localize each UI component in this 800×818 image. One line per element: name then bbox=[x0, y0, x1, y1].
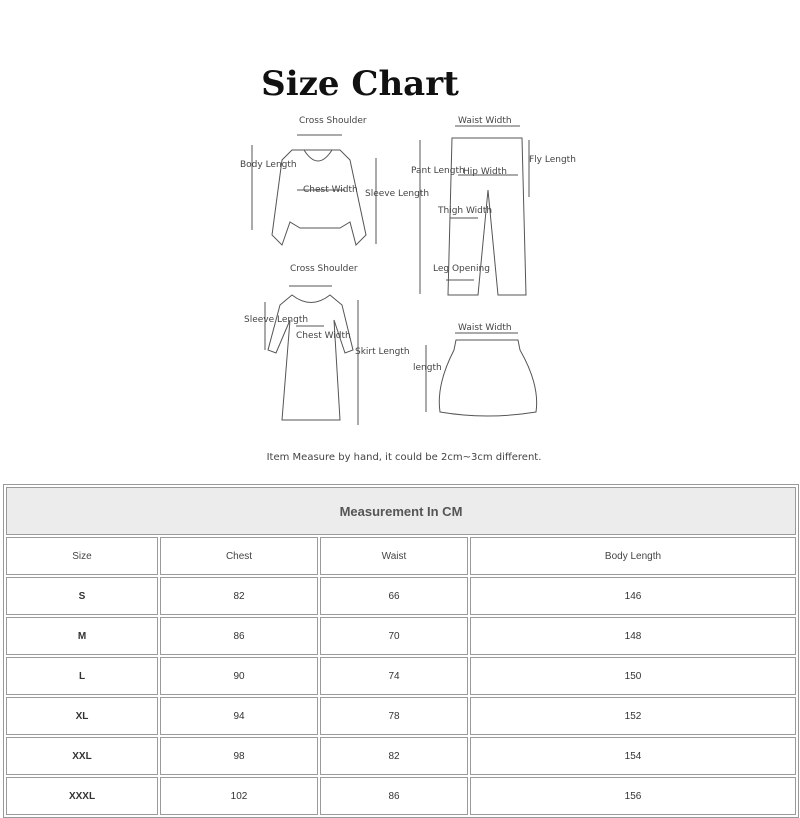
label-dress-chest-width: Chest Width bbox=[296, 331, 351, 341]
waist-cell: 82 bbox=[320, 737, 468, 775]
label-pants-thigh-width: Thigh Width bbox=[438, 206, 493, 216]
measurement-note: Item Measure by hand, it could be 2cm~3cm different. bbox=[266, 452, 542, 463]
table-row bbox=[6, 697, 796, 735]
chest-cell: 102 bbox=[160, 777, 318, 815]
header-size: Size bbox=[6, 537, 158, 575]
table-header-row bbox=[6, 537, 796, 575]
label-pants-fly-length: Fly Length bbox=[529, 155, 576, 165]
chest-cell: 86 bbox=[160, 617, 318, 655]
size-cell: XXXL bbox=[6, 777, 158, 815]
label-top-body-length: Body Length bbox=[240, 160, 297, 170]
label-skirt-waist-width: Waist Width bbox=[458, 323, 512, 333]
size-cell: S bbox=[6, 577, 158, 615]
size-cell: XXL bbox=[6, 737, 158, 775]
page-title: Size Chart bbox=[261, 64, 459, 104]
waist-cell: 66 bbox=[320, 577, 468, 615]
chest-cell: 82 bbox=[160, 577, 318, 615]
waist-cell: 74 bbox=[320, 657, 468, 695]
label-pants-hip-width: Hip Width bbox=[463, 167, 507, 177]
label-top-chest-width: Chest Width bbox=[303, 185, 358, 195]
label-dress-skirt-length: Skirt Length bbox=[355, 347, 410, 357]
table-row bbox=[6, 777, 796, 815]
header-body-length: Body Length bbox=[470, 537, 796, 575]
size-table bbox=[3, 484, 799, 818]
header-chest: Chest bbox=[160, 537, 318, 575]
label-dress-cross-shoulder: Cross Shoulder bbox=[290, 264, 358, 274]
waist-cell: 78 bbox=[320, 697, 468, 735]
size-cell: L bbox=[6, 657, 158, 695]
body-length-cell: 150 bbox=[470, 657, 796, 695]
label-dress-sleeve-length: Sleeve Length bbox=[244, 315, 309, 325]
chest-cell: 90 bbox=[160, 657, 318, 695]
skirt-outline bbox=[439, 340, 536, 416]
label-pants-leg-opening: Leg Opening bbox=[433, 264, 490, 274]
chest-cell: 98 bbox=[160, 737, 318, 775]
waist-cell: 86 bbox=[320, 777, 468, 815]
label-skirt-length: length bbox=[413, 363, 442, 373]
size-cell: M bbox=[6, 617, 158, 655]
table-row bbox=[6, 657, 796, 695]
waist-cell: 70 bbox=[320, 617, 468, 655]
chest-cell: 94 bbox=[160, 697, 318, 735]
label-pants-pant-length: Pant Length bbox=[411, 166, 465, 176]
body-length-cell: 148 bbox=[470, 617, 796, 655]
table-row bbox=[6, 577, 796, 615]
label-pants-waist-width: Waist Width bbox=[458, 116, 512, 126]
label-top-sleeve-length: Sleeve Length bbox=[365, 189, 430, 199]
label-top-cross-shoulder: Cross Shoulder bbox=[299, 116, 367, 126]
table-row bbox=[6, 737, 796, 775]
dress-outline bbox=[268, 295, 353, 420]
size-table-wrapper bbox=[3, 484, 799, 818]
header-waist: Waist bbox=[320, 537, 468, 575]
table-caption: Measurement In CM bbox=[6, 487, 796, 535]
body-length-cell: 156 bbox=[470, 777, 796, 815]
size-cell: XL bbox=[6, 697, 158, 735]
body-length-cell: 152 bbox=[470, 697, 796, 735]
body-length-cell: 146 bbox=[470, 577, 796, 615]
table-row bbox=[6, 617, 796, 655]
body-length-cell: 154 bbox=[470, 737, 796, 775]
